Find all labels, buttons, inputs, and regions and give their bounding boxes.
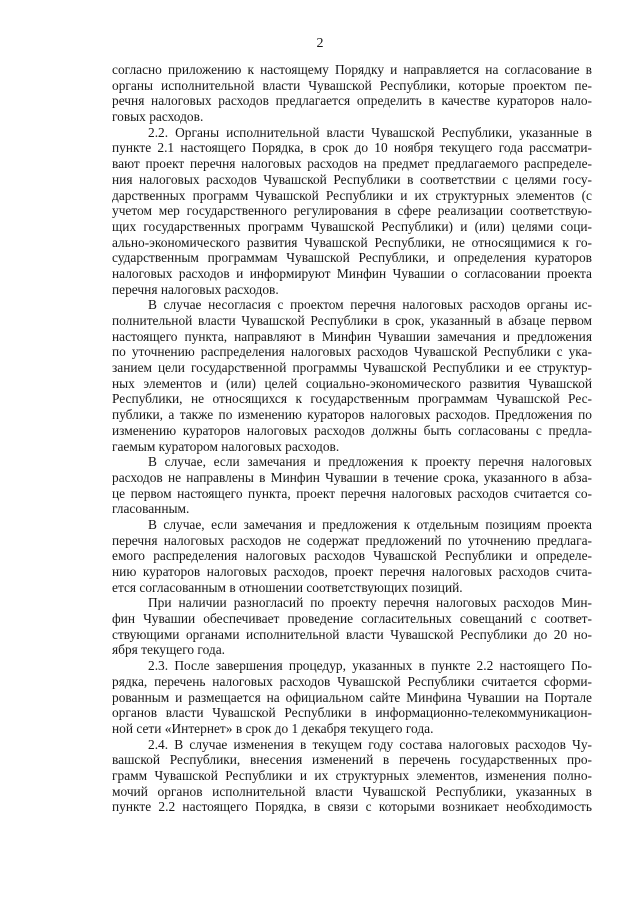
text-line: ально-экономического развития Чувашской Республики, не относящимися к го- (112, 234, 592, 250)
text-line: В случае, если замечания и предложения к проекту перечня налоговых (148, 454, 592, 470)
document-text (112, 62, 592, 815)
text-line: органов власти Чувашской Республики в информационно-телекоммуникацион- (112, 705, 592, 721)
text-line: перечня налоговых расходов. (112, 281, 279, 297)
text-line: органы исполнительной власти Чувашской Республики, которые проектом пе- (112, 77, 592, 93)
text-line: настоящего пункта, направляют в Минфин Чувашии замечания и предложения (112, 328, 592, 344)
text-line: ствующими органами исполнительной власти Чувашской Республики до 20 но- (112, 626, 592, 642)
text-line: мочий органов исполнительной власти Чувашской Республики, указанных в (112, 783, 592, 799)
text-line: грамм Чувашской Республики и их структурных элементов, изменения полно- (112, 767, 592, 783)
text-line: В случае несогласия с проектом перечня налоговых расходов органы ис- (148, 297, 592, 313)
text-line: рованным и размещается на официальном сайте Минфина Чувашии на Портале (112, 689, 592, 705)
text-line: вашской Республики, внесения изменений в перечень государственных про- (112, 752, 592, 768)
text-line: пункте 2.1 настоящего Порядка, в срок до 10 ноября текущего года рассматри- (112, 140, 592, 156)
text-line: перечня налоговых расходов не содержат предложений по уточнению предлага- (112, 532, 592, 548)
text-line: ной сети «Интернет» в срок до 1 декабря текущего года. (112, 720, 434, 736)
text-line: пункте 2.2 настоящего Порядка, в связи с которыми возникает необходимость (112, 799, 592, 815)
page-number: 2 (316, 36, 324, 51)
text-line: це первом настоящего пункта, проект перечня налоговых расходов считается со- (112, 485, 592, 501)
text-line: расходов не направлены в Минфин Чувашии в течение срока, указанного в абза- (112, 469, 592, 485)
text-line: говых расходов. (112, 109, 204, 125)
text-line: речня налоговых расходов предлагается определить в качестве кураторов нало- (112, 93, 592, 109)
text-line: емого распределения налоговых расходов Чувашской Республики и определе- (112, 548, 592, 564)
text-line: по уточнению распределения налоговых расходов Чувашской Республики с ука- (112, 344, 592, 360)
text-line: налоговых расходов и информируют Минфин Чувашии о согласовании проекта (112, 265, 592, 281)
text-line: щих государственных программ Чувашской Республики) и (или) целями соци- (112, 218, 592, 234)
text-line: сударственным программам Чувашской Республики, и определения кураторов (112, 250, 592, 266)
text-line: 2.3. После завершения процедур, указанных в пункте 2.2 настоящего По- (148, 658, 592, 674)
text-line: ния налоговых расходов Чувашской Республики в соответствии с целями госу- (112, 171, 592, 187)
text-line: полнительной власти Чувашской Республики в срок, указанный в абзаце первом (112, 313, 592, 328)
text-line: рядка, перечень налоговых расходов Чувашской Республики считается сформи- (112, 673, 592, 689)
text-line: занием цели государственной программы Чувашской Республики и ее структур- (112, 360, 592, 376)
text-line: дарственных программ Чувашской Республики и их структурных элементов (с (112, 187, 592, 203)
text-line: согласно приложению к настоящему Порядку и направляется на согласование в (112, 62, 592, 77)
text-line: 2.2. Органы исполнительной власти Чувашской Республики, указанные в (148, 124, 592, 140)
text-line: гласованным. (112, 501, 190, 517)
text-line: В случае, если замечания и предложения к отдельным позициям проекта (148, 516, 592, 532)
text-line: ется согласованным в отношении соответствующих позиций. (112, 579, 463, 595)
text-line: При наличии разногласий по проекту перечня налоговых расходов Мин- (148, 595, 592, 611)
text-line: фин Чувашии обеспечивает проведение согласительных совещаний с соответ- (112, 611, 592, 627)
text-line: нию кураторов налоговых расходов, проект перечня налоговых расходов счита- (112, 564, 592, 579)
text-line: гаемым куратором налоговых расходов. (112, 438, 340, 454)
text-line: ных элементов и (или) целей социально-экономического развития Чувашской (112, 375, 592, 391)
text-line: изменению кураторов налоговых расходов должны быть согласованы с предла- (112, 422, 592, 438)
text-line: учетом мер государственного регулирования в сфере реализации соответствую- (112, 203, 592, 219)
text-line: вают проект перечня налоговых расходов на предмет предлагаемого распределе- (112, 156, 592, 172)
text-line: Республики, не относящихся к государственным программам Чувашской Рес- (112, 391, 592, 407)
text-line: 2.4. В случае изменения в текущем году состава налоговых расходов Чу- (148, 736, 592, 752)
text-line: публики, а также по изменению кураторов налоговых расходов. Предложения по (112, 407, 592, 423)
text-line: ября текущего года. (112, 642, 226, 658)
